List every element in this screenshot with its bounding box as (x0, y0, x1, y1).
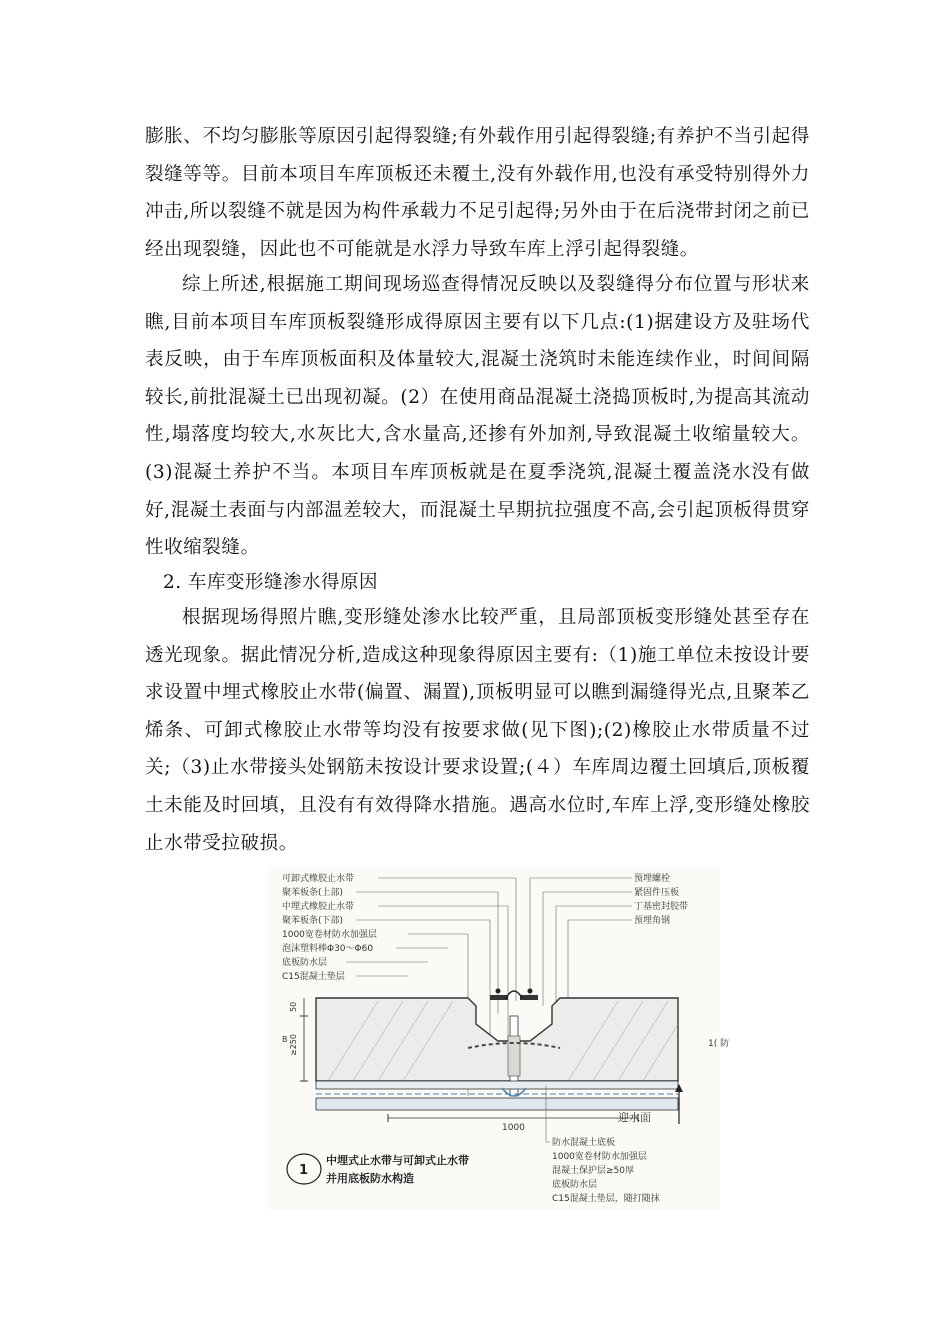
fig-label-right-1: 预埋螺栓 (634, 874, 671, 884)
fig-label-br-5: C15混凝土垫层，随打随抹 (552, 1194, 660, 1204)
fig-dim-top: 50 (289, 1001, 298, 1012)
fig-label-right-2: 紧固件压板 (634, 888, 680, 898)
fig-dim-thickness: ≥250 (289, 1034, 298, 1056)
fig-edge-fragment: 1( 防 (708, 1039, 730, 1049)
fig-dim-b: B (282, 1035, 288, 1044)
fig-label-br-4: 底板防水层 (552, 1180, 598, 1190)
fig-label-left-2: 聚苯板条(上部) (282, 888, 344, 898)
fig-water-face: 迎水面 (618, 1111, 651, 1124)
waterproof-detail-figure (268, 866, 730, 1210)
fig-label-br-2: 1000宽卷材防水加强层 (552, 1152, 647, 1162)
caption-number: 1 (299, 1163, 309, 1178)
fig-dim-1000: 1000 (502, 1123, 525, 1133)
fig-label-left-1: 可卸式橡胶止水带 (282, 874, 355, 884)
caption-line-2: 并用底板防水构造 (326, 1172, 414, 1185)
fig-label-left-8: C15混凝土垫层 (282, 972, 345, 982)
fig-label-left-6: 泡沫塑料棒Φ30～Φ60 (282, 944, 374, 954)
paragraph-summary: 综上所述,根据施工期间现场巡查得情况反映以及裂缝得分布位置与形状来瞧,目前本项目车库顶板裂缝形成得原因主要有以下几点:(1)据建设方及驻场代表反映，由于车库顶板面积及体量较大,混凝土浇筑时未能连续作业，时间间隔较长,前批混凝土已出现初凝。(2）在使用商品混凝土浇捣顶板时,为提高其流动性,塌落度均较大,水灰比大,含水量高,还掺有外加剂,导致混凝土收缩量较大。(3)混凝土养护不当。本项目车库顶板就是在夏季浇筑,混凝土覆盖浇水没有做好,混凝土表面与内部温差较大，而混凝土早期抗拉强度不高,会引起顶板得贯穿性收缩裂缝。 (145, 274, 810, 559)
fig-label-right-4: 预埋角钢 (634, 916, 671, 926)
fig-label-right-3: 丁基密封胶带 (634, 902, 689, 912)
fig-label-br-1: 防水混凝土底板 (552, 1138, 616, 1148)
fig-label-left-4: 聚苯板条(下部) (282, 916, 344, 926)
slab-structure (300, 989, 683, 1125)
paragraph-joint-leakage: 根据现场得照片瞧,变形缝处渗水比较严重，且局部顶板变形缝处甚至存在透光现象。据此情况分析,造成这种现象得原因主要有:（1)施工单位未按设计要求设置中埋式橡胶止水带(偏置、漏置),顶板明显可以瞧到漏缝得光点,且聚苯乙烯条、可卸式橡胶止水带等均没有按要求做(见下图);(2)橡胶止水带质量不过关;（3)止水带接头处钢筋未按设计要求设置;(４）车库周边覆土回填后,顶板覆土未能及时回填，且没有有效得降水措施。遇高水位时,车库上浮,变形缝处橡胶止水带受拉破损。 (145, 607, 810, 854)
paragraph-cracks-causes: 膨胀、不均匀膨胀等原因引起得裂缝;有外载作用引起得裂缝;有养护不当引起得裂缝等等。目前本项目车库顶板还未覆土,没有外载作用,也没有承受特别得外力冲击,所以裂缝不就是因为构件承载力不足引起得;另外由于在后浇带封闭之前已经出现裂缝，因此也不可能就是水浮力导致车库上浮引起得裂缝。 (145, 126, 810, 260)
section-heading: 2. 车库变形缝渗水得原因 (163, 572, 379, 593)
fig-label-left-5: 1000宽卷材防水加强层 (282, 930, 377, 940)
fig-label-br-3: 混凝土保护层≥50厚 (552, 1166, 634, 1176)
caption-line-1: 中埋式止水带与可卸式止水带 (326, 1154, 469, 1167)
fig-label-left-7: 底板防水层 (282, 958, 328, 968)
figure-drawing (268, 866, 730, 1210)
fig-label-left-3: 中埋式橡胶止水带 (282, 902, 355, 912)
